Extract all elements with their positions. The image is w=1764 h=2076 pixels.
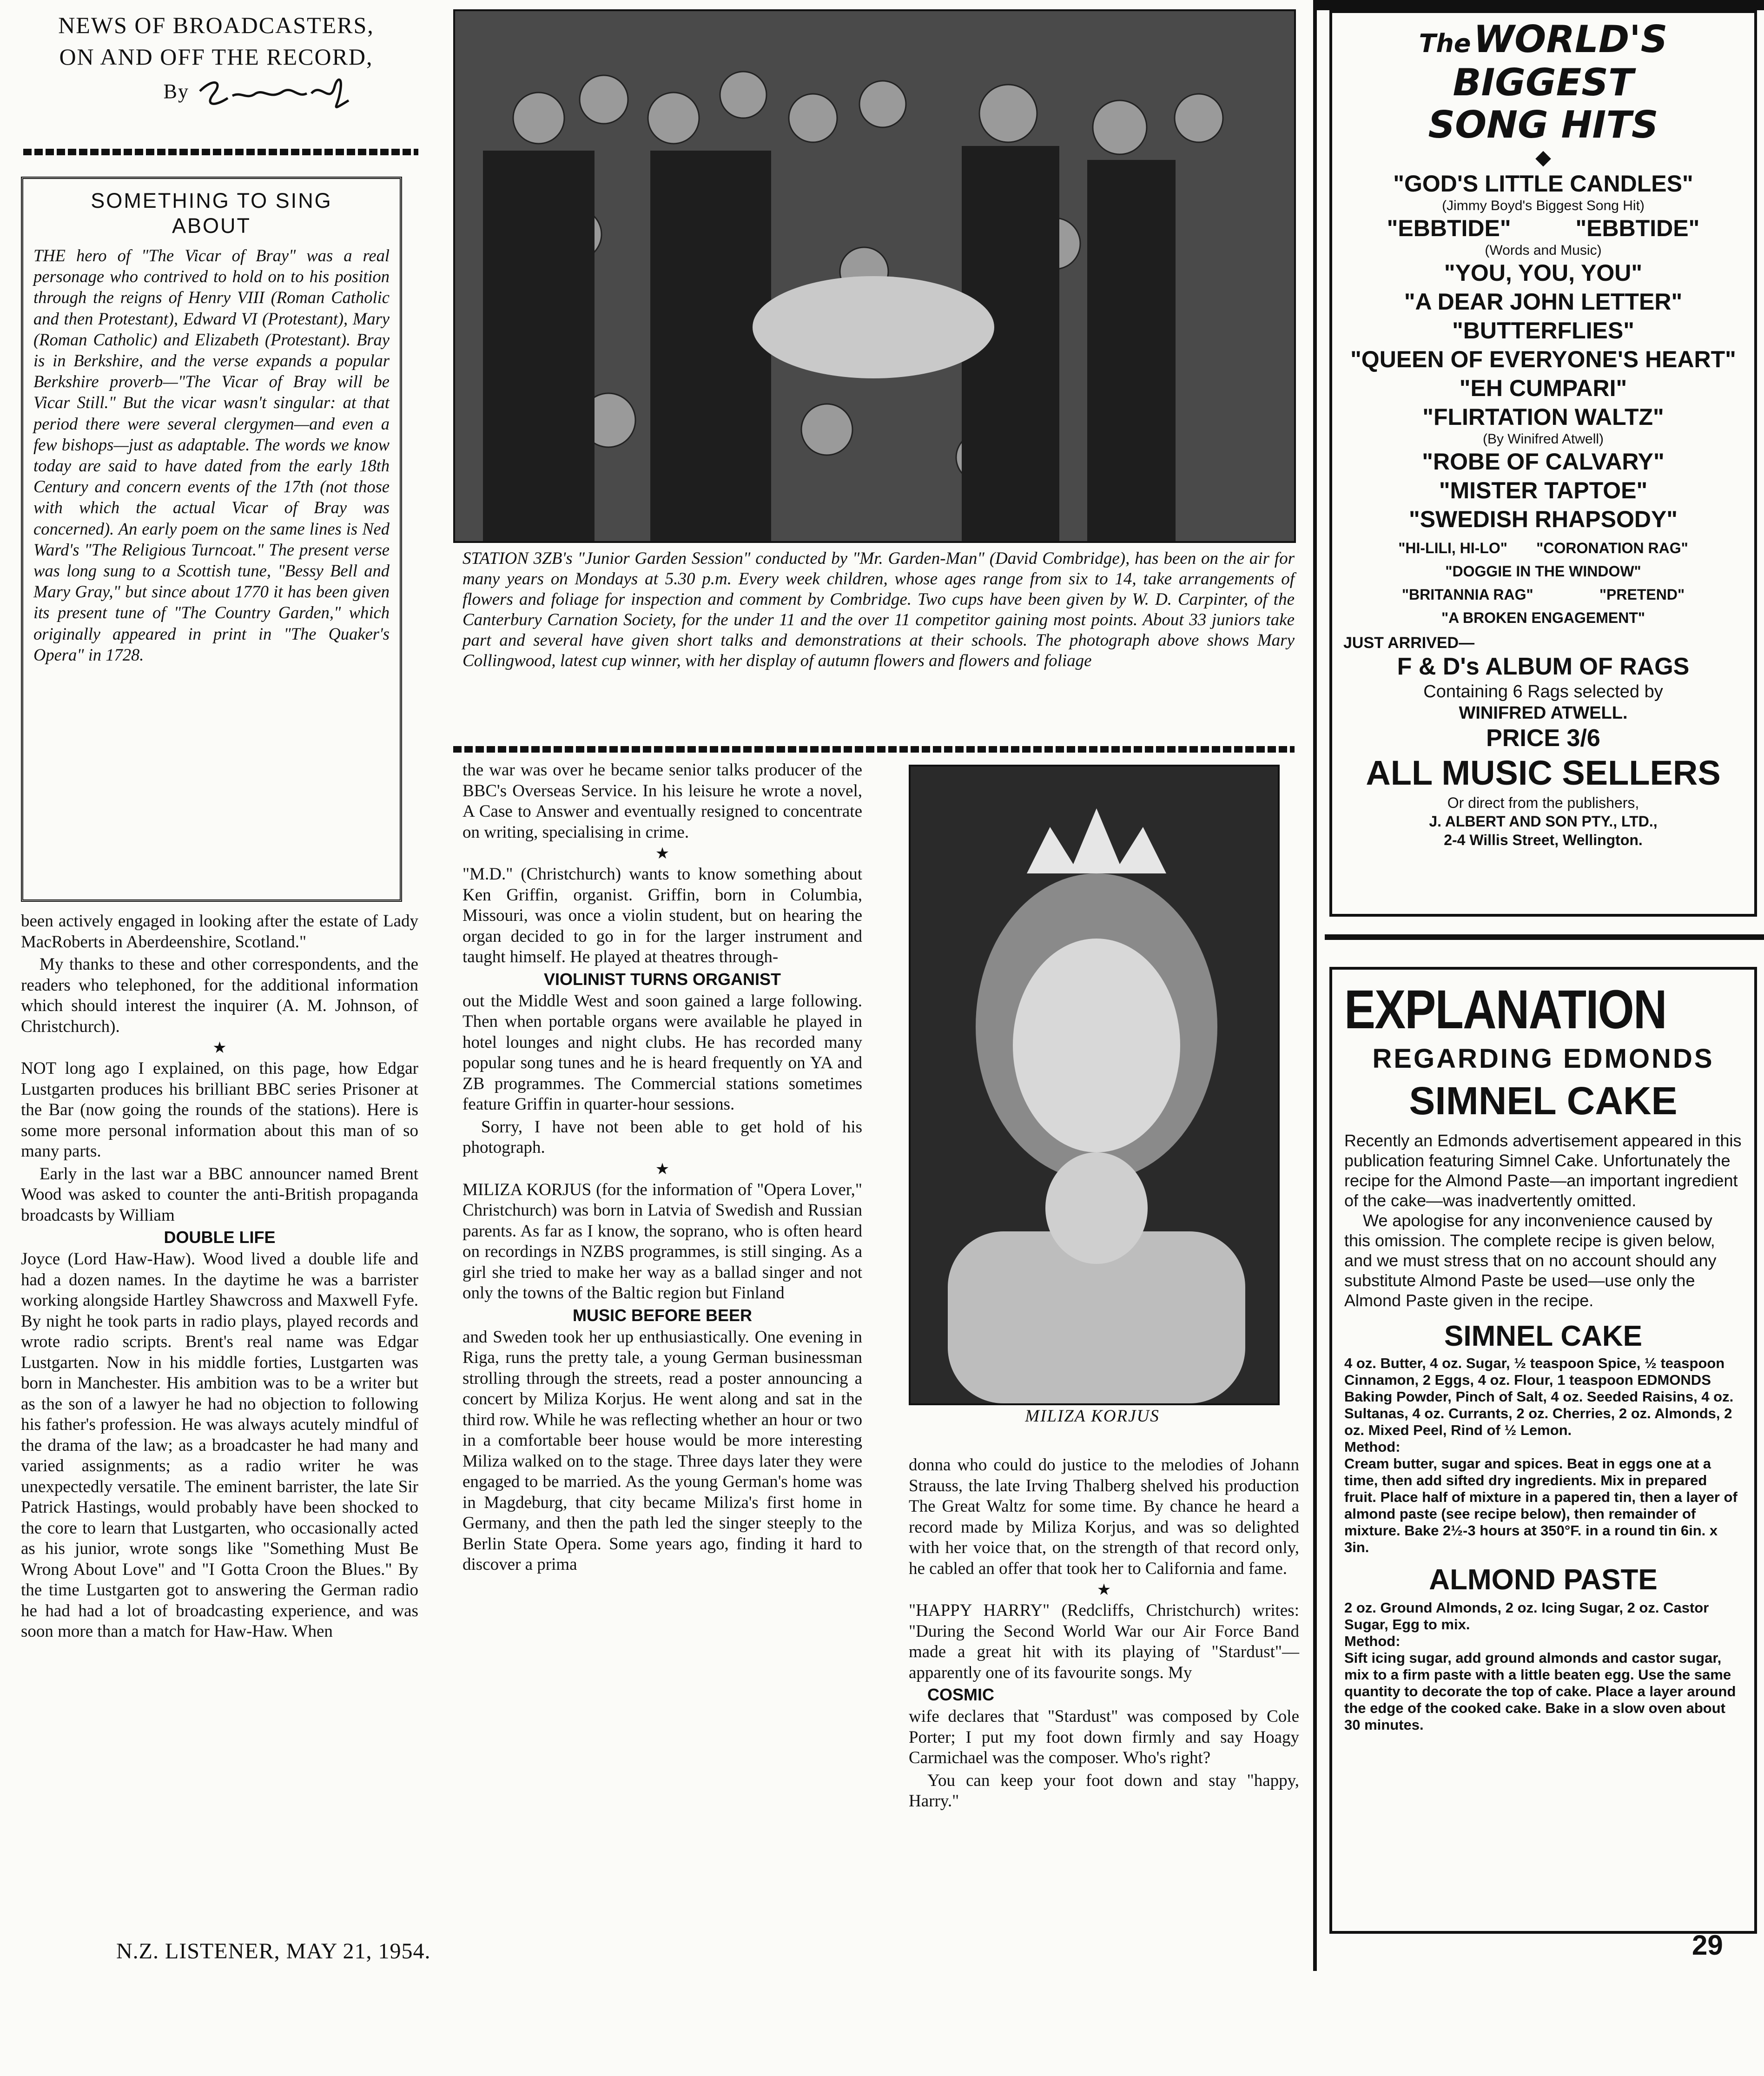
portrait-caption: MILIZA KORJUS (1025, 1407, 1160, 1426)
recipe-method: Cream butter, sugar and spices. Beat in eggs one at a time, then add sifted dry ingredients. Mix in prepared fruit. Place half of mixture in a papered tin, then a layer of almond paste (see recipe below), then remainder of mixture. Bake 2½-3 hours at 350°F. in a round tin 6in. x 3in. (1344, 1455, 1738, 1555)
song-title: "BUTTERFLIES" (1452, 317, 1634, 344)
publisher-address: 2-4 Willis Street, Wellington. (1444, 832, 1643, 848)
just-arrived: JUST ARRIVED— (1343, 634, 1475, 652)
ad-title-sub: SONG HITS (1428, 103, 1658, 146)
paragraph: NOT long ago I explained, on this page, how Edgar Lustgarten produces his brilliant BBC series Prisoner at the Bar (now going the rounds of the stations). Here is some more personal information about this man of so many parts. (21, 1059, 418, 1161)
side-heading: VIOLINIST TURNS ORGANIST (543, 969, 781, 989)
star-divider: ★ (655, 1160, 670, 1178)
ad-divider (1325, 934, 1764, 940)
recipe-ingredients: 2 oz. Ground Almonds, 2 oz. Icing Sugar, 2 oz. Castor Sugar, Egg to mix. (1344, 1600, 1709, 1633)
paragraph: MILIZA KORJUS (for the information of "Opera Lover," Christchurch) was born in Latvia of Swedish and Russian parents. As far as I know, the soprano, who is often heard on recordings in NZBS programmes, is still singing. As a girl she tried to make her way as a ballad singer and not only the towns of the Baltic region but Finland (462, 1180, 862, 1302)
small-title: "HI-LILI, HI-LO" "CORONATION RAG" (1398, 540, 1688, 556)
publisher-name: J. ALBERT AND SON PTY., LTD., (1429, 813, 1658, 830)
signature-icon (195, 73, 363, 114)
song-title: "YOU, YOU, YOU" (1444, 260, 1643, 286)
album-artist: WINIFRED ATWELL. (1459, 703, 1628, 723)
header-line-2: ON AND OFF THE RECORD, (59, 44, 373, 70)
top-rule (1315, 0, 1764, 10)
paragraph: Sorry, I have not been able to get hold of his photograph. (462, 1117, 862, 1157)
page-number: 29 (1692, 1930, 1723, 1961)
small-title: "A BROKEN ENGAGEMENT" (1441, 609, 1645, 626)
small-title: "DOGGIE IN THE WINDOW" (1445, 563, 1641, 580)
paragraph: the war was over he became senior talks producer of the BBC's Overseas Service. In his leisure he wrote a novel, A Case to Answer and eventually resigned to concentrate on writing, specialising in crime. (462, 760, 862, 842)
ad-title-the: The (1419, 29, 1471, 58)
header-divider (23, 149, 418, 155)
column-rule (1313, 0, 1317, 1971)
album-price: PRICE 3/6 (1486, 725, 1600, 752)
small-title: "BRITANNIA RAG" "PRETEND" (1401, 586, 1685, 603)
feature-box (21, 177, 402, 902)
song-title: "QUEEN OF EVERYONE'S HEART" (1350, 346, 1736, 372)
edmonds-ad (1329, 967, 1757, 1934)
feature-box-title: SOMETHING TO SING ABOUT (91, 189, 332, 238)
small-titles (1343, 536, 1743, 629)
ad-subheading: REGARDING EDMONDS (1372, 1044, 1714, 1074)
star-divider: ★ (1097, 1581, 1111, 1599)
song-title: "MISTER TAPTOE" (1439, 477, 1648, 503)
side-heading: COSMIC (927, 1685, 994, 1704)
star-divider: ★ (212, 1039, 227, 1057)
paragraph: "HAPPY HARRY" (Redcliffs, Christchurch) writes: "During the Second World War our Air Force Band made a great hit with its playing of "Stardust"—apparently one of its favourite songs. My (909, 1601, 1299, 1682)
star-divider: ★ (655, 845, 670, 862)
method-label: Method: (1344, 1633, 1401, 1649)
publisher-direct: Or direct from the publishers, (1447, 794, 1639, 811)
song-subtitle: (By Winifred Atwell) (1482, 431, 1604, 447)
song-subtitle: (Words and Music) (1485, 243, 1602, 258)
feature-box-text: THE hero of "The Vicar of Bray" was a real personage who contrived to hold on to his position through the reigns of Henry VIII (Roman Catholic and then Protestant), Edward VI (Protestant), Mary (Roman Catholic) and Elizabeth (Protestant). Bray is in Berkshire, and the verse expands a popular Berkshire proverb—"The Vicar of Bray will be Vicar Still." But the vicar wasn't singular: at that period there were several clergymen—and even a few bishops—just as adaptable. The words we know today are said to have dated from the early 18th Century and concern events of the 17th (not those with which the actual Vicar of Bray was concerned). An early poem on the same lines is Ned Ward's "The Religious Turncoat." The present verse was long sung to a Scottish tune, "Bessy Bell and Mary Gray," but since about 1770 it has been given its present tune of "The Country Garden," which originally appeared in print in "The Quaker's Opera" in 1728. (33, 246, 390, 664)
paragraph: donna who could do justice to the melodies of Johann Strauss, the late Irving Thalberg shelved his production The Great Waltz for some time. By chance he heard a record made by Miliza Korjus, and was so delighted with her voice that, on the strength of that record only, he cabled an offer that took her to California and fame. (909, 1455, 1299, 1578)
ad-headline: EXPLANATION (1344, 979, 1666, 1040)
paragraph: My thanks to these and other correspondents, and the readers who telephoned, for the additional information which should interest the inquirer (A. M. Johnson, of Christchurch). (21, 955, 418, 1036)
song-title: "SWEDISH RHAPSODY" (1408, 506, 1678, 532)
album-title: F & D's ALBUM OF RAGS (1397, 653, 1690, 680)
paragraph: out the Middle West and soon gained a large following. Then when portable organs were available he played in hotel lounges and night clubs. He has recorded many popular song tunes and he is heard frequently on YA and ZB programmes. The Commercial stations sometimes feature Griffin in quarter-hour sessions. (462, 991, 862, 1114)
ad-paragraph: Recently an Edmonds advertisement appeared in this publication featuring Simnel Cake. Unfortunately the recipe for the Almond Paste—an important ingredient of the cake—was inadvertently omitted. (1344, 1131, 1742, 1210)
by-label: By (163, 80, 189, 103)
column-3 (909, 1455, 1299, 1814)
song-title: "GOD'S LITTLE CANDLES" (1393, 171, 1693, 197)
ad-title (1343, 18, 1743, 169)
diamond-icon: ◆ (1535, 145, 1551, 169)
ad-paragraph: We apologise for any inconvenience caused by this omission. The complete recipe is given below, and we must stress that on no account should any substitute Almond Paste be used—use only the Almond Paste given in the recipe. (1344, 1211, 1717, 1310)
song-title: "FLIRTATION WALTZ" (1422, 404, 1664, 430)
song-list (1343, 169, 1743, 534)
song-subtitle: (Jimmy Boyd's Biggest Song Hit) (1442, 198, 1645, 213)
recipe-ingredients: 4 oz. Butter, 4 oz. Sugar, ½ teaspoon Spice, ½ teaspoon Cinnamon, 2 Eggs, 4 oz. Flour, 1 teaspoon EDMONDS Baking Powder, Pinch of Salt, 4 oz. Seeded Raisins, 4 oz. Sultanas, 4 oz. Currants, 2 oz. Cherries, 2 oz. Almonds, 2 oz. Mixed Peel, Rind of ½ Lemon. (1344, 1355, 1734, 1438)
header-line-1: NEWS OF BROADCASTERS, (58, 12, 374, 38)
recipe-method: Sift icing sugar, add ground almonds and castor sugar, mix to a firm paste with a little beaten egg. Use the same quantity to decorate the top of cake. Place a layer around the edge of the cooked cake. Bake in a slow oven about 30 minutes. (1344, 1650, 1736, 1733)
paragraph: wife declares that "Stardust" was composed by Cole Porter; I put my foot down firmly and say Hoagy Carmichael was the composer. Who's right? (909, 1707, 1299, 1767)
ad-title-main: WORLD'S BIGGEST (1453, 18, 1668, 104)
paragraph: been actively engaged in looking after the estate of Lady MacRoberts in Aberdeenshire, Scotland." (21, 912, 418, 952)
column-header (14, 9, 418, 114)
recipe-heading: ALMOND PASTE (1429, 1564, 1658, 1596)
station-3zb-photo (453, 9, 1296, 543)
portrait-illustration (911, 767, 1278, 1403)
recipe-heading: SIMNEL CAKE (1444, 1320, 1642, 1352)
song-title: "ROBE OF CALVARY" (1422, 449, 1665, 475)
caption-divider (453, 746, 1295, 753)
paragraph: Early in the last war a BBC announcer named Brent Wood was asked to counter the anti-British propaganda broadcasts by William (21, 1164, 418, 1225)
song-title: "EH CUMPARI" (1459, 375, 1627, 401)
paragraph: You can keep your foot down and stay "happy, Harry." (909, 1771, 1299, 1811)
song-hits-ad (1329, 10, 1757, 917)
sellers-line: ALL MUSIC SELLERS (1366, 754, 1721, 792)
paragraph: and Sweden took her up enthusiastically. One evening in Riga, runs the pretty tale, a young German businessman strolling through the streets, read a poster announcing a concert by Miliza Korjus. He went along and sat in the third row. While he was reflecting whether an hour or two in a comfortable beer house would be more interesting Miliza walked on to the stage. Three days later they were engaged to be married. As the young German's home was in Magdeburg, that city became Miliza's first home in Germany, and then the path led the singer steeply to the Berlin State Opera. Some years ago, finding it hard to discover a prima (462, 1327, 862, 1574)
paragraph: Joyce (Lord Haw-Haw). Wood lived a double life and had a dozen names. In the daytime he was a barrister working alongside Hartley Shawcross and Maxwell Fyfe. By night he took parts in radio plays, played records and wrote radio scripts. Brent's real name was Edgar Lustgarten. Now in his middle forties, Lustgarten was born in Manchester. His ambition was to be a writer but as the son of a lawyer he had no objection to following his father's profession. He was always acutely mindful of the drama of the law; as a broadcaster he had many and varied assignments; as a radio writer he was unexpectedly versatile. The eminent barrister, the late Sir Patrick Hastings, would probably have been shocked to the core to learn that Lustgarten, who occasionally acted as his junior, wrote songs like "Something Must Be Wrong About Love" and "I Gotta Croon the Blues." By the time Lustgarten got to answering the German radio he had had a lot of broadcasting experience, and was soon more than a match for Haw-Haw. When (21, 1250, 418, 1641)
byline (14, 73, 418, 114)
column-1 (21, 911, 418, 1644)
side-heading: DOUBLE LIFE (164, 1228, 276, 1247)
paragraph: "M.D." (Christchurch) wants to know something about Ken Griffin, organist. Griffin, born in Columbia, Missouri, was once a violin student, but on hearing the organ decided to go in for the larger instrument and taught himself. He played at theatres through- (462, 865, 862, 966)
footer-issue: N.Z. LISTENER, MAY 21, 1954. (116, 1939, 431, 1964)
photo-caption: STATION 3ZB's "Junior Garden Session" conducted by "Mr. Garden-Man" (David Combridge), has been on the air for many years on Mondays at 5.30 p.m. Every week children, whose ages range from six to 14, take arrangements of flowers and foliage for inspection and comment by Combridge. Two cups have been given by W. D. Carpinter, of the Canterbury Carnation Society, for the under 11 and the over 11 competitor gaining most points. About 33 juniors take part and several have given short talks and demonstrations at their schools. The photograph above shows Mary Collingwood, latest cup winner, with her display of autumn flowers and flowers and foliage (462, 549, 1295, 670)
photo-illustration (455, 11, 1294, 541)
song-title: "A DEAR JOHN LETTER" (1404, 289, 1683, 315)
song-title: "EBBTIDE" "EBBTIDE" (1387, 215, 1700, 241)
miliza-korjus-photo (909, 765, 1280, 1405)
album-containing: Containing 6 Rags selected by (1423, 682, 1663, 701)
method-label: Method: (1344, 1439, 1401, 1455)
column-2 (462, 760, 862, 1577)
ad-subheading-2: SIMNEL CAKE (1409, 1079, 1678, 1123)
side-heading: MUSIC BEFORE BEER (572, 1305, 753, 1325)
